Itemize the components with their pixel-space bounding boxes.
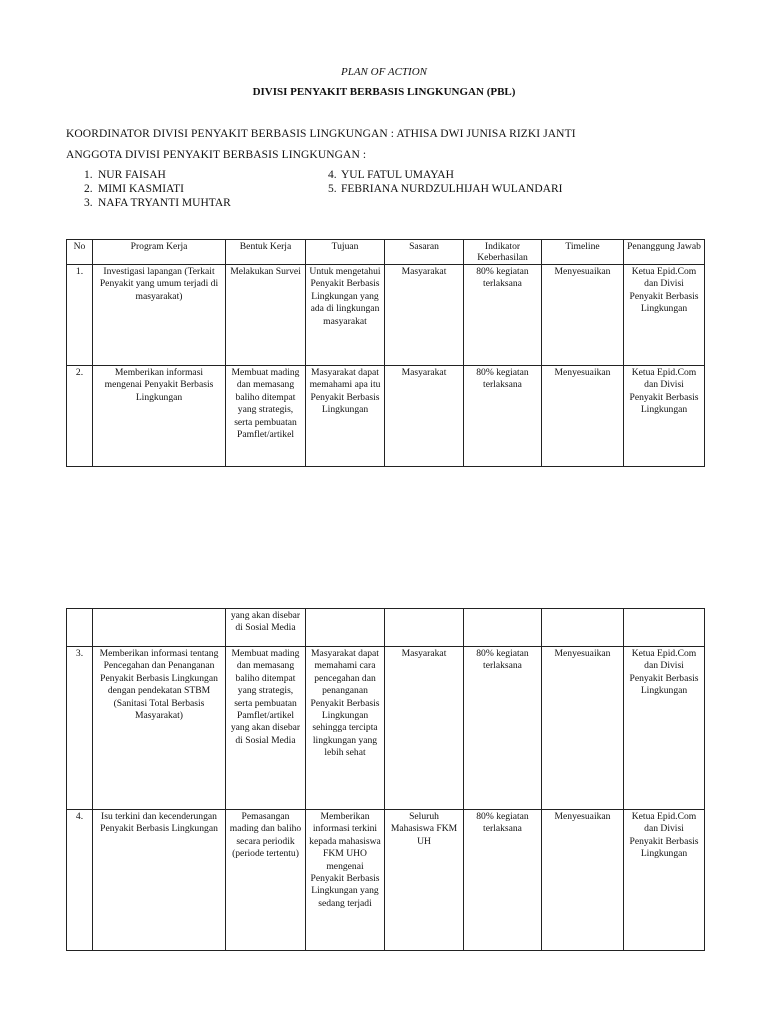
cell-penanggung-jawab: Ketua Epid.Com dan Divisi Penyakit Berbasis Lingkungan (624, 810, 705, 951)
cell-no (67, 609, 93, 647)
column-header-timeline: Timeline (542, 240, 624, 265)
cell-sasaran: Masyarakat (385, 265, 464, 366)
cell-penanggung-jawab: Ketua Epid.Com dan Divisi Penyakit Berbasis Lingkungan (624, 265, 705, 366)
cell-tujuan: Memberikan informasi terkini kepada mahasiswa FKM UHO mengenai Penyakit Berbasis Lingkungan yang sedang terjadi (306, 810, 385, 951)
document-title: DIVISI PENYAKIT BERBASIS LINGKUNGAN (PBL) (252, 86, 516, 98)
cell-no: 1. (67, 265, 93, 366)
table-row (67, 265, 705, 366)
member-name: YUL FATUL UMAYAH (341, 169, 454, 181)
cell-tujuan: Masyarakat dapat memahami apa itu Penyakit Berbasis Lingkungan (306, 366, 385, 467)
table-row (67, 366, 705, 467)
cell-timeline: Menyesuaikan (542, 366, 624, 467)
column-header-program: Program Kerja (93, 240, 226, 265)
member-number: 3. (84, 197, 93, 209)
cell-indikator: 80% kegiatan terlaksana (464, 366, 542, 467)
cell-timeline: Menyesuaikan (542, 265, 624, 366)
members-heading: ANGGOTA DIVISI PENYAKIT BERBASIS LINGKUNGAN : (66, 149, 367, 161)
cell-tujuan: Untuk mengetahui Penyakit Berbasis Lingkungan yang ada di lingkungan masyarakat (306, 265, 385, 366)
cell-bentuk: Pemasangan mading dan baliho secara periodik (periode tertentu) (226, 810, 306, 951)
cell-bentuk: Membuat mading dan memasang baliho ditempat yang strategis, serta pembuatan Pamflet/artikel (226, 366, 306, 467)
cell-penanggung-jawab: Ketua Epid.Com dan Divisi Penyakit Berbasis Lingkungan (624, 366, 705, 467)
cell-program: Memberikan informasi mengenai Penyakit Berbasis Lingkungan (93, 366, 226, 467)
cell-sasaran: Seluruh Mahasiswa FKM UH (385, 810, 464, 951)
coordinator-line: KOORDINATOR DIVISI PENYAKIT BERBASIS LINGKUNGAN : ATHISA DWI JUNISA RIZKI JANTI (66, 128, 576, 140)
member-number: 2. (84, 183, 93, 195)
cell-tujuan: Masyarakat dapat memahami cara pencegahan dan penanganan Penyakit Berbasis Lingkungan sehingga tercipta lingkungan yang lebih sehat (306, 647, 385, 810)
column-header-penanggung-jawab: Penanggung Jawab (624, 240, 705, 265)
column-header-no: No (67, 240, 93, 265)
cell-sasaran: Masyarakat (385, 647, 464, 810)
cell-no: 2. (67, 366, 93, 467)
member-name: FEBRIANA NURDZULHIJAH WULANDARI (341, 183, 563, 195)
member-number: 5. (328, 183, 337, 195)
cell-program (93, 609, 226, 647)
cell-program: Memberikan informasi tentang Pencegahan dan Penanganan Penyakit Berbasis Lingkungan dengan pendekatan STBM (Sanitasi Total Berbasis Masyarakat) (93, 647, 226, 810)
member-name: NUR FAISAH (98, 169, 166, 181)
cell-indikator: 80% kegiatan terlaksana (464, 810, 542, 951)
member-number: 1. (84, 169, 93, 181)
cell-timeline: Menyesuaikan (542, 810, 624, 951)
table-row-continued (67, 609, 705, 647)
cell-no: 4. (67, 810, 93, 951)
member-number: 4. (328, 169, 337, 181)
column-header-bentuk: Bentuk Kerja (226, 240, 306, 265)
table-row (67, 647, 705, 810)
cell-timeline: Menyesuaikan (542, 647, 624, 810)
cell-sasaran (385, 609, 464, 647)
cell-indikator (464, 609, 542, 647)
cell-penanggung-jawab: Ketua Epid.Com dan Divisi Penyakit Berbasis Lingkungan (624, 647, 705, 810)
member-name: MIMI KASMIATI (98, 183, 184, 195)
cell-program: Investigasi lapangan (Terkait Penyakit yang umum terjadi di masyarakat) (93, 265, 226, 366)
document-subtitle: PLAN OF ACTION (341, 66, 427, 78)
table-row (67, 810, 705, 951)
cell-no: 3. (67, 647, 93, 810)
column-header-sasaran: Sasaran (385, 240, 464, 265)
cell-bentuk: Membuat mading dan memasang baliho ditempat yang strategis, serta pembuatan Pamflet/artikel yang akan disebar di Sosial Media (226, 647, 306, 810)
cell-timeline (542, 609, 624, 647)
plan-table-part-2 (66, 608, 705, 951)
column-header-indikator: Indikator Keberhasilan (464, 240, 542, 265)
cell-bentuk: yang akan disebar di Sosial Media (226, 609, 306, 647)
cell-sasaran: Masyarakat (385, 366, 464, 467)
cell-tujuan (306, 609, 385, 647)
table-header-row (67, 240, 705, 265)
column-header-tujuan: Tujuan (306, 240, 385, 265)
cell-indikator: 80% kegiatan terlaksana (464, 647, 542, 810)
cell-program: Isu terkini dan kecenderungan Penyakit Berbasis Lingkungan (93, 810, 226, 951)
cell-penanggung-jawab (624, 609, 705, 647)
member-name: NAFA TRYANTI MUHTAR (98, 197, 231, 209)
cell-indikator: 80% kegiatan terlaksana (464, 265, 542, 366)
plan-table-part-1 (66, 239, 705, 467)
cell-bentuk: Melakukan Survei (226, 265, 306, 366)
